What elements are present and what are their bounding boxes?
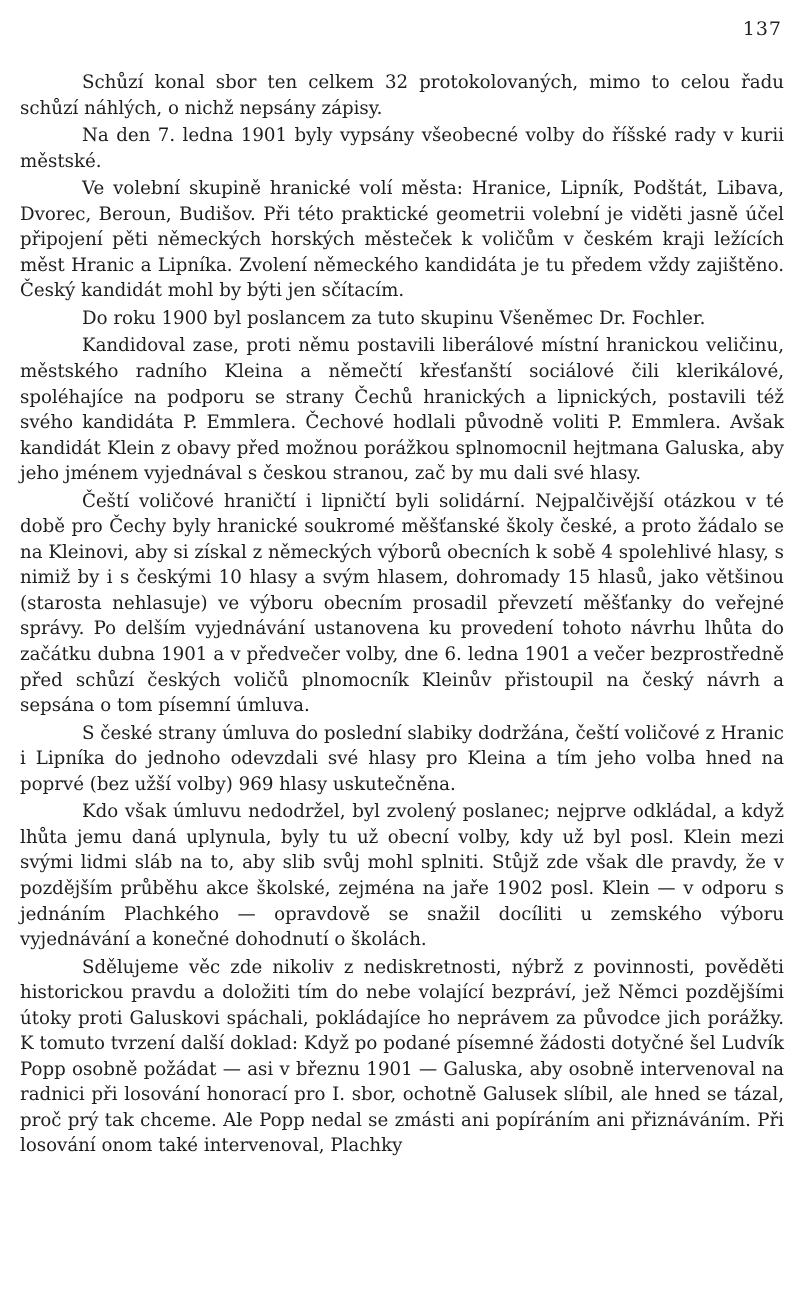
page-number: 137 <box>742 18 782 40</box>
paragraph-9: Sdělujeme věc zde nikoliv z nediskretnosti, nýbrž z povinnosti, pověděti historickou pravdu a doložiti tím do nebe volající bezpráví, jež Němci pozdějšími útoky proti Galuskovi spáchali, pokládajíce ho neprávem za původce jich porážky. K tomuto tvrzení další doklad: Když po podané písemné žádosti dotyčné šel Ludvík Popp osobně požádat — asi v březnu 1901 — Galuska, aby osobně intervenoval na radnici při losování honorací pro I. sbor, ochotně Galusek slíbil, ale hned se tázal, proč prý tak chceme. Ale Popp nedal se zmásti ani popíráním ani přiznáváním. Při losování onom také intervenoval, Plachky <box>20 956 784 1157</box>
paragraph-4: Do roku 1900 byl poslancem za tuto skupinu Všeněmec Dr. Fochler. <box>82 307 706 329</box>
body-text <box>20 70 784 1159</box>
paragraph-5: Kandidoval zase, proti němu postavili liberálové místní hranickou veličinu, městského radního Kleina a němečtí křesťanští sociálové čili klerikálové, spoléhajíce na podporu se strany Čechů hranických a lipnických, postavili též svého kandidáta P. Emmlera. Čechové hodlali původně voliti P. Emmlera. Avšak kandidát Klein z obavy před možnou porážkou splnomocnil hejtmana Galuska, aby jeho jménem vyjednával s českou stranou, zač by mu dali své hlasy. <box>20 335 784 485</box>
paragraph-1: Schůzí konal sbor ten celkem 32 protokolovaných, mimo to celou řadu schůzí náhlých, o nichž nepsány zápisy. <box>20 72 784 119</box>
paragraph-8: Kdo však úmluvu nedodržel, byl zvolený poslanec; nejprve odkládal, a když lhůta jemu daná uplynula, byly tu už obecní volby, kdy už byl posl. Klein mezi svými lidmi sláb na to, aby slib svůj mohl splniti. Stůjž zde však dle pravdy, že v pozdějším průběhu akce školské, zejména na jaře 1902 posl. Klein — v odporu s jednáním Plachkého — opravdově se snažil docíliti u zemského výboru vyjednávání a konečné dohodnutí o školách. <box>20 801 784 951</box>
paragraph-6: Čeští voličové hraničtí i lipničtí byli solidární. Nejpalčivější otázkou v té době pro Čechy byly hranické soukromé měšťanské školy české, a proto žádalo se na Kleinovi, aby si získal z německých výborů obecních k sobě 4 spolehlivé hlasy, s nimiž by i s českými 10 hlasy a svým hlasem, dohromady 15 hlasů, jako většinou (starosta nehlasuje) ve výboru obecním prosadil převzetí měšťanky do veřejné správy. Po delším vyjednávání ustanovena ku provedení tohoto návrhu lhůta do začátku dubna 1901 a v předvečer volby, dne 6. ledna 1901 a večer bezprostředně před schůzí českých voličů plnomocník Kleinův přistoupil na český návrh a sepsána o tom písemní úmluva. <box>20 490 784 717</box>
paragraph-7: S české strany úmluva do poslední slabiky dodržána, čeští voličové z Hranic i Lipníka do jednoho odevzdali své hlasy pro Kleina a tím jeho volba hned na poprvé (bez užší volby) 969 hlasy uskutečněna. <box>20 722 784 795</box>
paragraph-2: Na den 7. ledna 1901 byly vypsány všeobecné volby do říšské rady v kurii městské. <box>20 125 784 172</box>
paragraph-3: Ve volební skupině hranické volí města: Hranice, Lipník, Podštát, Libava, Dvorec, Beroun, Budišov. Při této praktické geometrii volební je viděti jasně účel připojení pěti německých horských městeček k voličům v českém kraji ležících měst Hranic a Lipníka. Zvolení německého kandidáta je tu předem vždy zajištěno. Český kandidát mohl by býti jen sčítacím. <box>20 178 784 302</box>
